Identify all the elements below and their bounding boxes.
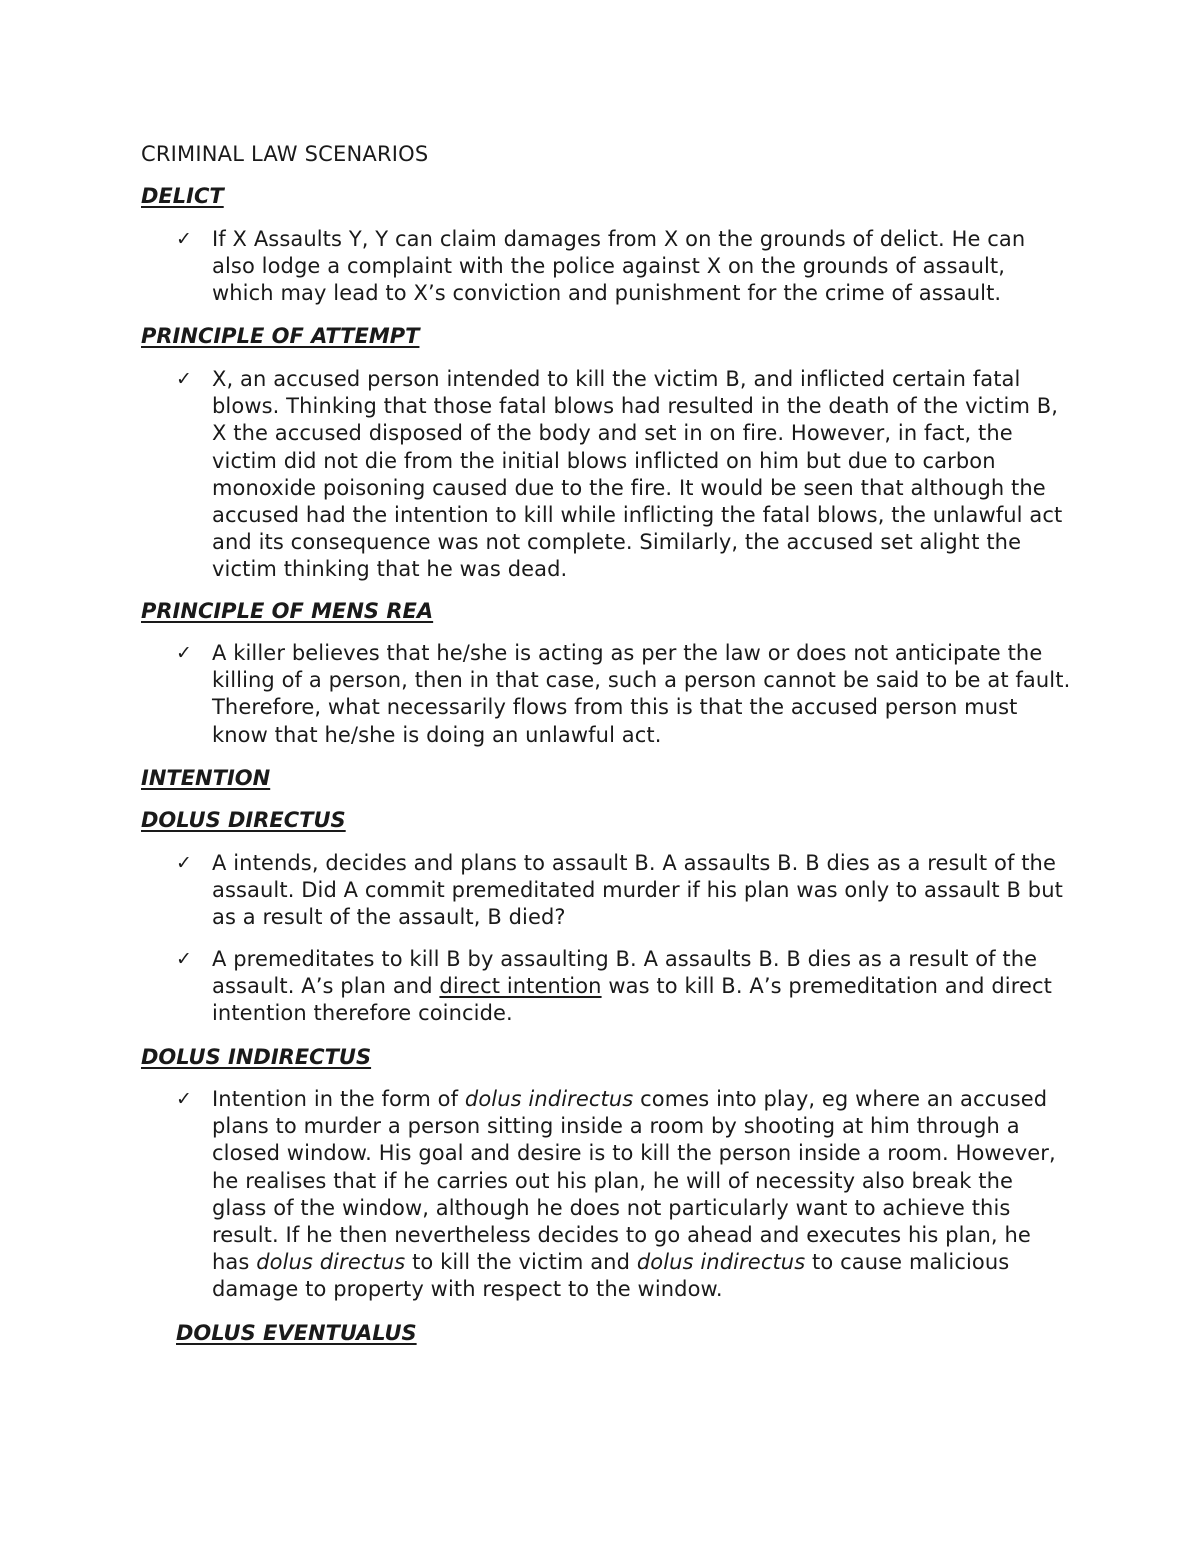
text-run: to kill the victim and — [405, 1250, 637, 1275]
paragraph-attempt: X, an accused person intended to kill the victim B, and inflicted certain fatal blows. Thinking that those fatal blows had resulted in the death of the victim B, X the accused disposed of the body and set in on fire. However, in fact, the victim did not die from the initial blows inflicted on him but due to carbon monoxide poisoning caused due to the fire. It would be seen that although the accused had the intention to kill while inflicting the fatal blows, the unlawful act and its consequence was not complete. Similarly, the accused set alight the victim thinking that he was dead. — [212, 367, 1063, 582]
list-item — [141, 226, 1071, 308]
paragraph-mens-rea: A killer believes that he/she is acting as per the law or does not anticipate the killing of a person, then in that case, such a person cannot be said to be at fault. Therefore, what necessarily flows from this is that the accused person must know that he/she is doing an unlawful act. — [212, 641, 1071, 747]
checkmark-icon: ✓ — [176, 948, 192, 970]
list-item — [141, 946, 1071, 1028]
checkmark-icon: ✓ — [176, 368, 192, 390]
paragraph-dolus-directus-2 — [212, 946, 1071, 1028]
checkmark-icon: ✓ — [176, 228, 192, 250]
list-item — [141, 640, 1071, 749]
text-run: comes into play, eg where an accused plans to murder a person sitting inside a room by shooting at him through a closed window. His goal and desire is to kill the person inside a room. However, he realises that if he carries out his plan, he will of necessity also break the glass of the window, although he does not particularly want to achieve this result. If he then nevertheless decides to go ahead and executes his plan, he has — [212, 1087, 1056, 1275]
text-run: Intention in the form of — [212, 1087, 465, 1111]
paragraph-dolus-indirectus — [212, 1086, 1071, 1304]
document-title: CRIMINAL LAW SCENARIOS — [141, 142, 429, 166]
text-run: A premeditates to kill B by assaulting B. A assaults B. B dies as a result of the assault. A’s plan and — [212, 947, 1038, 999]
heading-principle-of-mens-rea: PRINCIPLE OF MENS REA — [141, 599, 434, 623]
list-item — [141, 1086, 1071, 1304]
checkmark-icon: ✓ — [176, 852, 192, 874]
list-item — [141, 366, 1071, 584]
text-run: was to kill B. A’s premeditation and direct intention therefore coincide. — [212, 974, 1053, 1026]
checkmark-icon: ✓ — [176, 1088, 192, 1110]
paragraph-dolus-directus-1: A intends, decides and plans to assault B. A assaults B. B dies as a result of the assault. Did A commit premeditated murder if his plan was only to assault B but as a result of the assault, B died? — [212, 851, 1063, 930]
italic-term: dolus directus — [256, 1250, 406, 1275]
italic-term: dolus indirectus — [464, 1087, 634, 1111]
list-item — [141, 850, 1071, 932]
heading-dolus-eventualus: DOLUS EVENTUALUS — [176, 1321, 417, 1345]
italic-term: dolus indirectus — [636, 1250, 806, 1275]
heading-dolus-indirectus: DOLUS INDIRECTUS — [141, 1045, 372, 1069]
heading-intention: INTENTION — [141, 766, 271, 790]
paragraph-delict: If X Assaults Y, Y can claim damages from X on the grounds of delict. He can also lodge a complaint with the police against X on the grounds of assault, which may lead to X’s conviction and punishment for the crime of assault. — [212, 227, 1026, 306]
text-run: to cause malicious damage to property with respect to the window. — [212, 1250, 1010, 1302]
heading-principle-of-attempt: PRINCIPLE OF ATTEMPT — [141, 324, 420, 348]
checkmark-icon: ✓ — [176, 642, 192, 664]
underlined-term: direct intention — [439, 974, 602, 999]
heading-delict: DELICT — [141, 184, 224, 208]
heading-dolus-directus: DOLUS DIRECTUS — [141, 808, 346, 832]
